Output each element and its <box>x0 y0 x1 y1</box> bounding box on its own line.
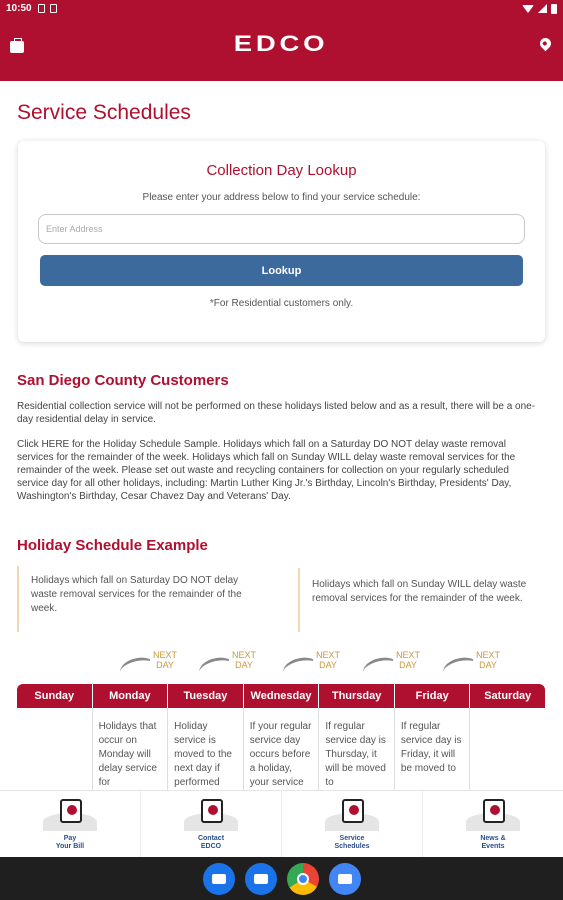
day-header-thursday: Thursday <box>319 684 395 708</box>
chrome-icon[interactable] <box>287 863 319 895</box>
contact-card-icon <box>184 799 238 829</box>
nav-pay-bill[interactable] <box>0 791 141 857</box>
day-header-saturday: Saturday <box>470 684 545 708</box>
schedule-header <box>17 684 545 708</box>
page-title: Service Schedules <box>17 101 191 124</box>
system-dock <box>0 857 563 900</box>
schedule-body <box>17 708 545 790</box>
nav-label-line: Service <box>339 835 365 842</box>
day-header-sunday: Sunday <box>17 684 93 708</box>
nav-label-line: Contact <box>197 835 225 842</box>
day-header-wednesday: Wednesday <box>244 684 320 708</box>
schedule-cell-saturday <box>470 708 545 790</box>
computer-dollar-icon <box>43 799 97 829</box>
schedule-cell-sunday <box>17 708 93 790</box>
county-paragraph-1: Residential collection service will not be performed on these holidays listed below and as a result, there will be a one-day residential delay in service. <box>17 401 536 425</box>
nav-label-line: Events <box>481 843 505 850</box>
nav-label-line: Schedules <box>334 843 370 850</box>
next-day-label: NEXT DAY <box>473 650 503 670</box>
lookup-button[interactable]: Lookup <box>40 255 523 286</box>
icon-glyph <box>342 799 364 823</box>
phone-glyph <box>212 874 226 884</box>
day-header-monday: Monday <box>93 684 169 708</box>
nav-news-events-label <box>423 835 563 851</box>
megaphone-icon <box>466 799 520 829</box>
camera-glyph <box>338 874 352 884</box>
saturday-note-text: Holidays which fall on Saturday DO NOT delay waste removal services for the remainder of the week. <box>31 575 242 614</box>
schedule-cell-monday: Holidays that occur on Monday will delay service for <box>93 708 169 790</box>
lookup-title: Collection Day Lookup <box>206 162 357 179</box>
next-day-label: NEXT DAY <box>229 650 259 670</box>
chrome-glyph <box>297 873 309 885</box>
county-paragraph-2: Click HERE for the Holiday Schedule Sample. Holidays which fall on a Saturday DO NOT delay waste removal services for the remainder of the week. Holidays which fall on Sunday WILL delay waste removal services for the remainder of the week. Please set out waste and recycling containers for collection on your regularly scheduled service day for all other holidays, including: Martin Luther King Jr.'s Birthday, Lincoln's Birthday, Presidents' Day, Washington's Birthday, Cesar Chavez Day and Veterans' Day. <box>17 439 516 502</box>
camera-icon[interactable] <box>329 863 361 895</box>
nav-service-schedules[interactable] <box>282 791 423 857</box>
schedule-cell-thursday: If regular service day is Thursday, it will be moved to <box>319 708 395 790</box>
nav-label-line: News & <box>480 835 506 842</box>
day-header-tuesday: Tuesday <box>168 684 244 708</box>
county-title: San Diego County Customers <box>17 372 229 389</box>
next-day-label: NEXT DAY <box>150 650 180 670</box>
next-day-marker <box>199 650 281 680</box>
phone-icon[interactable] <box>203 863 235 895</box>
schedule-cell-tuesday: Holiday service is moved to the next day if performed <box>168 708 244 790</box>
nav-news-events[interactable] <box>423 791 563 857</box>
lookup-card <box>18 141 545 342</box>
calendar-clock-icon <box>325 799 379 829</box>
schedule-cell-friday: If regular service day is Friday, it will be moved to <box>395 708 471 790</box>
battery-icon <box>551 4 557 14</box>
saturday-note <box>17 566 257 632</box>
nav-label-line: Pay <box>63 835 77 842</box>
sunday-note <box>298 568 538 632</box>
next-day-marker <box>120 650 202 680</box>
day-header-friday: Friday <box>395 684 471 708</box>
lookup-note: *For Residential customers only. <box>209 298 354 309</box>
nav-label-line: EDCO <box>200 843 222 850</box>
edco-logo[interactable]: EDCO <box>233 31 329 56</box>
next-day-marker <box>363 650 445 680</box>
sunday-note-text: Holidays which fall on Sunday WILL delay waste removal services for the remainder of the week. <box>312 579 527 604</box>
next-day-marker <box>443 650 525 680</box>
signal-icon <box>538 4 547 13</box>
icon-glyph <box>201 799 223 823</box>
status-right <box>522 4 557 14</box>
holiday-example-title: Holiday Schedule Example <box>17 537 208 554</box>
briefcase-icon[interactable] <box>10 41 24 53</box>
schedule-cell-wednesday: If your regular service day occurs before a holiday, your service <box>244 708 320 790</box>
icon-glyph <box>483 799 505 823</box>
next-day-label: NEXT DAY <box>313 650 343 670</box>
status-bar <box>0 0 563 17</box>
nav-pay-bill-label <box>0 835 140 851</box>
icon-glyph <box>60 799 82 823</box>
address-input[interactable] <box>38 214 525 244</box>
notification-icon <box>50 4 57 13</box>
lookup-subtitle: Please enter your address below to find your service schedule: <box>142 192 421 203</box>
nav-label-line: Your Bill <box>55 843 85 850</box>
bottom-nav <box>0 790 563 857</box>
wifi-icon <box>522 5 534 13</box>
nav-contact-label <box>141 835 281 851</box>
next-day-label: NEXT DAY <box>393 650 423 670</box>
nav-service-schedules-label <box>282 835 422 851</box>
messages-glyph <box>254 874 268 884</box>
sim-icon <box>38 4 45 13</box>
status-time: 10:50 <box>6 3 32 14</box>
messages-icon[interactable] <box>245 863 277 895</box>
next-day-marker <box>283 650 365 680</box>
nav-contact[interactable] <box>141 791 282 857</box>
